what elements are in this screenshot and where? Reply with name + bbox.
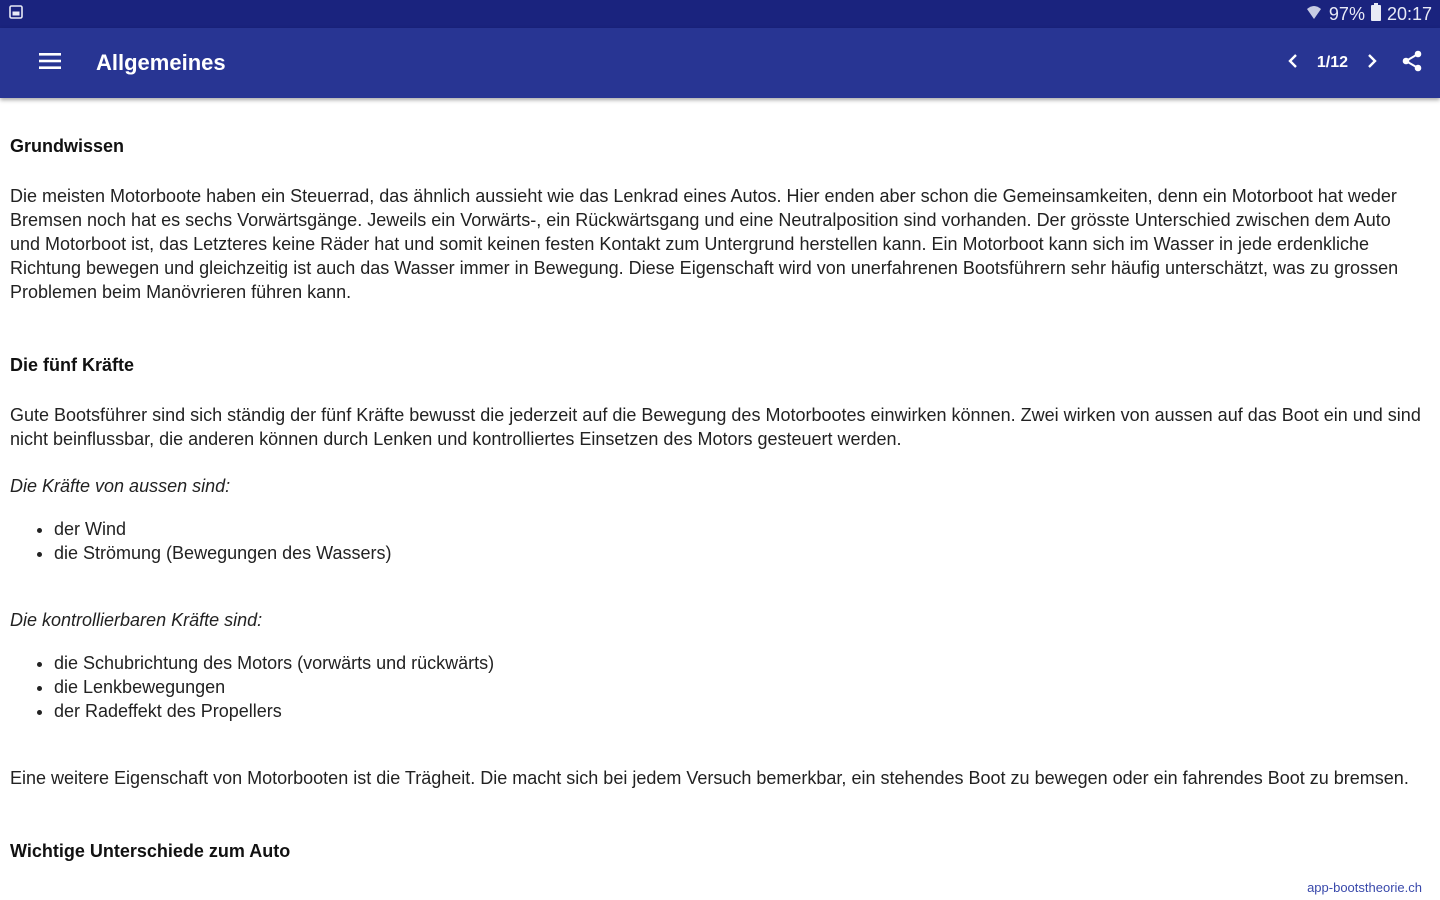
list-item: • die Strömung (Bewegungen des Wassers): [54, 541, 1425, 565]
status-right: [1305, 3, 1432, 26]
wifi-icon: [1305, 3, 1323, 26]
list-item: • der Wind: [54, 517, 1425, 541]
article-content[interactable]: [10, 100, 1425, 877]
status-bar: [0, 0, 1440, 28]
section-heading-grundwissen: Grundwissen: [10, 136, 125, 156]
app-bar: [0, 28, 1440, 98]
external-forces-label-text: Die Kräfte von aussen sind:: [10, 476, 231, 496]
battery-icon: [1371, 3, 1381, 26]
share-icon: [1400, 49, 1424, 78]
notification-icon: [8, 4, 24, 25]
paragraph-traegheit: Eine weitere Eigenschaft von Motorbooten ist die Trägheit. Die macht sich bei jedem Versuch bemerkbar, ein stehendes Boot zu bewegen oder ein fahrendes Boot zu bremsen.: [10, 768, 1409, 788]
list-item: • die Lenkbewegungen: [54, 675, 1425, 699]
controllable-forces-label: [10, 608, 1425, 632]
page-title: Allgemeines: [96, 50, 226, 75]
clock: 20:17: [1386, 3, 1432, 24]
chevron-right-icon: [1365, 52, 1379, 75]
share-button[interactable]: [1392, 39, 1432, 87]
next-page-button[interactable]: [1352, 39, 1392, 87]
battery-percent: 97%: [1328, 3, 1365, 24]
external-forces-list: [10, 517, 1425, 565]
paragraph-grundwissen: Die meisten Motorboote haben ein Steuerrad, das ähnlich aussieht wie das Lenkrad eines Autos. Hier enden aber schon die Gemeinsamkeiten, denn ein Motorboot hat weder Bremsen noch hat es sechs Vorwärtsgänge. Jeweils ein Vorwärts-, ein Rückwärtsgang und eine Neutralposition sind vorhanden. Der grösste Unterschied zwischen dem Auto und Motorboot ist, das Letzteres keine Räder hat und somit keinen festen Kontakt zum Untergrund herstellen kann. Ein Motorboot kann sich im Wasser in jede erdenkliche Richtung bewegen und gleichzeitig ist auch das Wasser immer in Bewegung. Diese Eigenschaft wird von unerfahrenen Bootsführern sehr häufig unterschätzt, was zu grossen Problemen beim Manövrieren führen kann.: [10, 186, 1399, 302]
previous-page-button[interactable]: [1273, 39, 1313, 87]
section-heading-unterschiede: Wichtige Unterschiede zum Auto: [10, 841, 291, 861]
status-left: [8, 4, 24, 25]
page-counter: 1/12: [1316, 54, 1348, 71]
footer-website-link[interactable]: app-bootstheorie.ch: [1307, 880, 1422, 895]
menu-button[interactable]: [26, 39, 74, 87]
menu-icon: [38, 51, 62, 76]
app-actions: [1273, 39, 1432, 87]
section-heading-kraefte: Die fünf Kräfte: [10, 355, 135, 375]
controllable-forces-label-text: Die kontrollierbaren Kräfte sind:: [10, 610, 263, 630]
controllable-forces-list: [10, 651, 1425, 723]
chevron-left-icon: [1286, 52, 1300, 75]
external-forces-label: [10, 474, 1425, 498]
list-item: • der Radeffekt des Propellers: [54, 699, 1425, 723]
list-item: • die Schubrichtung des Motors (vorwärts und rückwärts): [54, 651, 1425, 675]
paragraph-kraefte: Gute Bootsführer sind sich ständig der fünf Kräfte bewusst die jederzeit auf die Bewegung des Motorbootes einwirken können. Zwei wirken von aussen auf das Boot ein und sind nicht beinflussbar, die anderen können durch Lenken und kontrolliertes Einsetzen des Motors gesteuert werden.: [10, 405, 1421, 449]
